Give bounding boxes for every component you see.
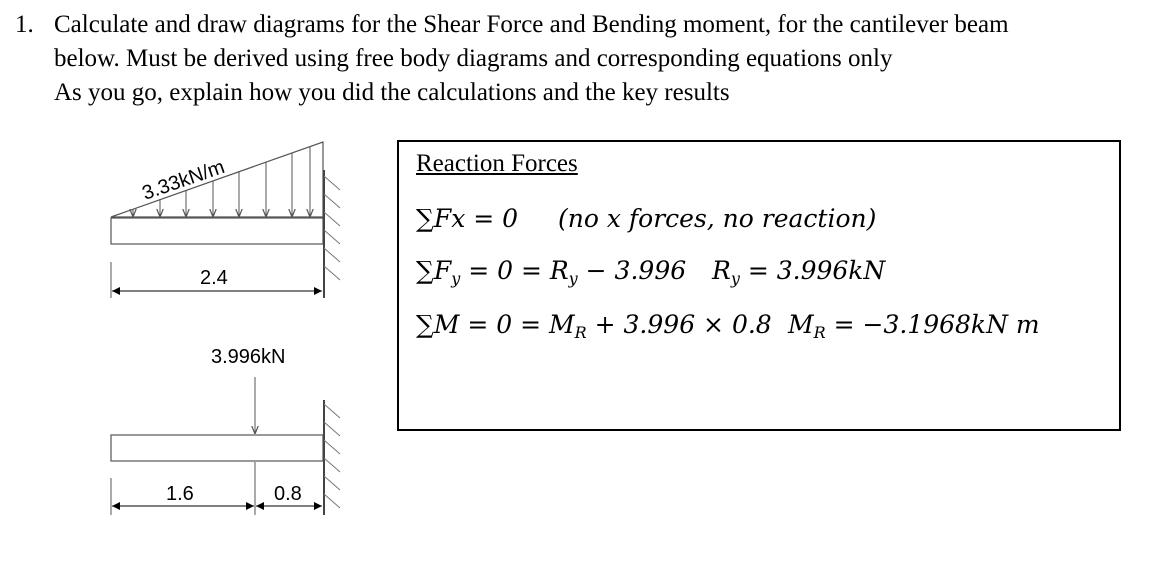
question-number: 1. bbox=[15, 11, 34, 38]
load-intensity-label: 3.33kN/m bbox=[139, 156, 228, 205]
mr-symbol: M bbox=[788, 310, 814, 339]
ry-symbol: R bbox=[712, 256, 731, 285]
sum-m-lhs: ∑M = 0 = M bbox=[416, 310, 575, 339]
point-load-diagram bbox=[111, 346, 340, 515]
reaction-forces-title: Reaction Forces bbox=[416, 150, 578, 177]
sum-fx-note: (no x forces, no reaction) bbox=[558, 204, 877, 233]
beam-bottom bbox=[111, 435, 323, 461]
sum-fy-tail: − 3.996 bbox=[577, 256, 687, 285]
question-line-1: Calculate and draw diagrams for the Shear Force and Bending moment, for the cantilever beam bbox=[54, 11, 1009, 38]
fixed-support-bottom bbox=[324, 400, 340, 515]
distributed-load-diagram bbox=[111, 142, 340, 298]
span-length-label: 2.4 bbox=[200, 267, 228, 289]
sum-fy-symbol: ∑F bbox=[416, 256, 452, 285]
question-line-3: As you go, explain how you did the calculations and the key results bbox=[54, 79, 730, 106]
reaction-forces-box: Reaction Forces ∑Fx = 0 (no x forces, no reaction) $\sum F_y = 0 = R_y - 3.996$ $R_y = 3.996kN$ $\sum M = 0 = M_R + 3.996 \times 0.8$ $M_R = -3.1968kN$ m bbox=[397, 140, 1121, 431]
question-line-2: below. Must be derived using free body diagrams and corresponding equations only bbox=[54, 45, 893, 72]
sum-fy-mid: = 0 = R bbox=[460, 256, 569, 285]
point-load-label: 3.996kN bbox=[211, 346, 286, 368]
ry-value: = 3.996kN bbox=[739, 256, 886, 285]
beam-top bbox=[111, 218, 323, 244]
sum-fx-lhs: ∑Fx = 0 bbox=[416, 204, 519, 233]
left-distance-label: 1.6 bbox=[166, 483, 194, 505]
right-distance-label: 0.8 bbox=[274, 483, 302, 505]
span-dimension bbox=[111, 262, 322, 298]
sum-m-tail: + 3.996 × 0.8 bbox=[586, 310, 772, 339]
fixed-support-top bbox=[324, 170, 340, 298]
mr-value: = −3.1968kN m bbox=[825, 310, 1040, 339]
point-load-dimensions bbox=[111, 462, 322, 515]
